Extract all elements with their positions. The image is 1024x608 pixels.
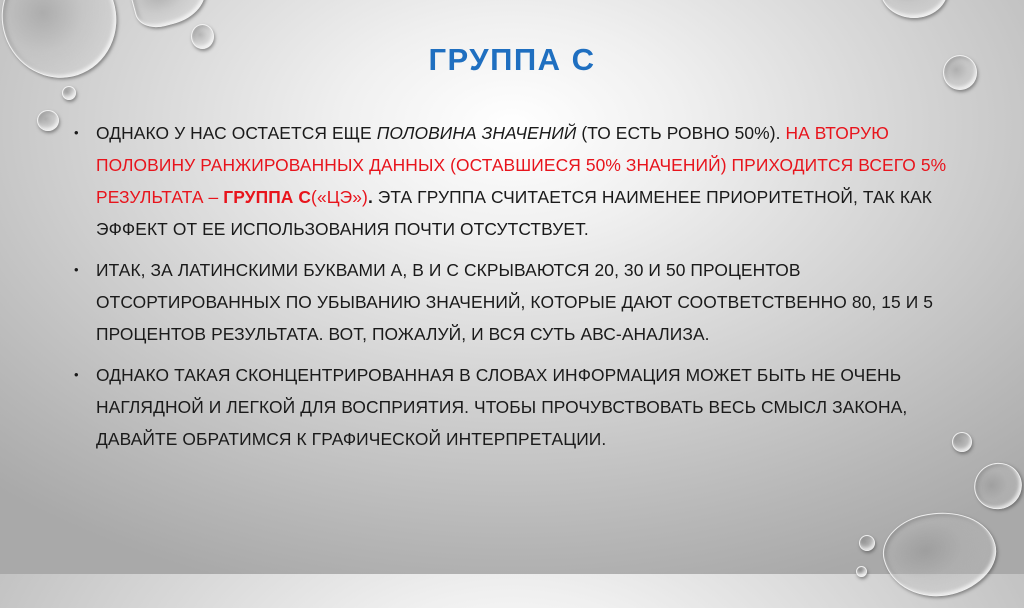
bullet-item	[72, 359, 972, 455]
bullet-text: (ТО ЕСТЬ РОВНО 50%).	[576, 123, 786, 143]
water-drop-icon	[859, 535, 875, 551]
bullet-item	[72, 117, 972, 245]
bullet-text: ОДНАКО ТАКАЯ СКОНЦЕНТРИРОВАННАЯ В СЛОВАХ ИНФОРМАЦИЯ МОЖЕТ БЫТЬ НЕ ОЧЕНЬ НАГЛЯДНОЙ И ЛЕГКОЙ ДЛЯ ВОСПРИЯТИЯ. ЧТОБЫ ПРОЧУВСТВОВАТЬ ВЕСЬ СМЫСЛ ЗАКОНА, ДАВАЙТЕ ОБРАТИМСЯ К ГРАФИЧЕСКОЙ ИНТЕРПРЕТАЦИИ.	[96, 365, 908, 449]
bullet-text: ЭТА ГРУППА СЧИТАЕТСЯ НАИМЕНЕЕ ПРИОРИТЕТНОЙ, ТАК КАК ЭФФЕКТ ОТ ЕЕ ИСПОЛЬЗОВАНИЯ ПОЧТИ ОТСУТСТВУЕТ.	[96, 187, 933, 239]
bullet-item	[72, 254, 972, 350]
bullet-icon: •	[74, 125, 79, 140]
bullet-text-highlight: («ЦЭ»)	[311, 187, 368, 207]
bullet-text-italic: ПОЛОВИНА ЗНАЧЕНИЙ	[376, 123, 577, 143]
bullet-text: ИТАК, ЗА ЛАТИНСКИМИ БУКВАМИ А, В И С СКРЫВАЮТСЯ 20, 30 И 50 ПРОЦЕНТОВ ОТСОРТИРОВАННЫХ ПО УБЫВАНИЮ ЗНАЧЕНИЙ, КОТОРЫЕ ДАЮТ СООТВЕТСТВЕННО 80, 15 И 5 ПРОЦЕНТОВ РЕЗУЛЬТАТА. ВОТ, ПОЖАЛУЙ, И ВСЯ СУТЬ АВС-АНАЛИЗА.	[96, 260, 934, 344]
slide-title: ГРУППА С	[428, 42, 596, 77]
bullet-list	[72, 117, 972, 464]
water-drop-icon	[880, 0, 948, 18]
bullet-icon: •	[74, 367, 79, 382]
water-drop-icon	[967, 455, 1024, 517]
water-drop-icon	[62, 86, 76, 100]
water-drop-icon	[856, 566, 867, 577]
bullet-text-highlight: НА ВТОРУЮ ПОЛОВИНУ РАНЖИРОВАННЫХ ДАННЫХ (ОСТАВШИЕСЯ 50% ЗНАЧЕНИЙ) ПРИХОДИТСЯ ВСЕГО 5% РЕЗУЛЬТАТА –	[96, 123, 947, 207]
bullet-icon: •	[74, 262, 79, 277]
water-drop-icon	[37, 110, 59, 131]
bullet-text-bold: .	[367, 187, 373, 207]
bullet-text: ОДНАКО У НАС ОСТАЕТСЯ ЕЩЕ	[96, 123, 377, 143]
bullet-text-highlight-bold: ГРУППА С	[223, 187, 312, 207]
water-drop-icon	[876, 500, 1005, 608]
